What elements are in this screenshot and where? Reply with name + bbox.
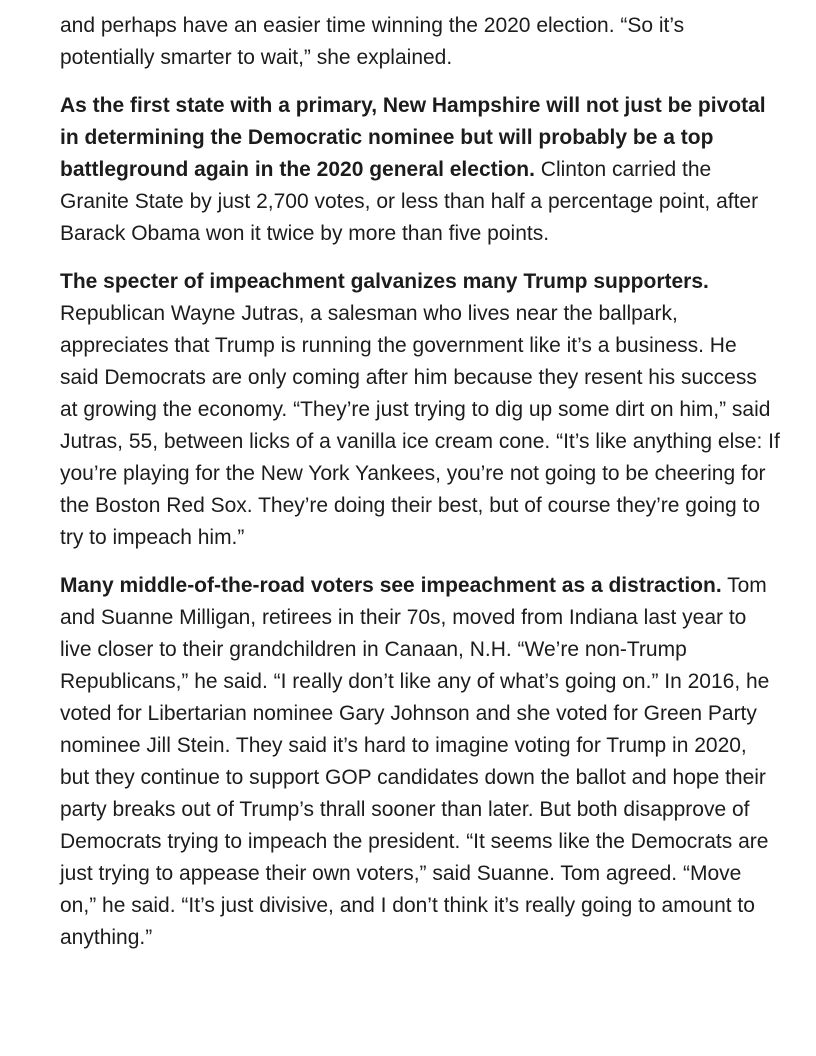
- paragraph-text: Republican Wayne Jutras, a salesman who lives near the ballpark, appreciates that Trump is running the government like it’s a business. He said Democrats are only coming after him because they resent his success at growing the economy. “They’re just trying to dig up some dirt on him,” said Jutras, 55, between licks of a vanilla ice cream cone. “It’s like anything else: If you’re playing for the New York Yankees, you’re not going to be cheering for the Boston Red Sox. They’re doing their best, but of course they’re going to try to impeach him.”: [60, 302, 780, 549]
- paragraph-text: Tom and Suanne Milligan, retirees in their 70s, moved from Indiana last year to live closer to their grandchildren in Canaan, N.H. “We’re non-Trump Republicans,” he said. “I really don’t like any of what’s going on.” In 2016, he voted for Libertarian nominee Gary Johnson and she voted for Green Party nominee Jill Stein. They said it’s hard to imagine voting for Trump in 2020, but they continue to support GOP candidates down the ballot and hope their party breaks out of Trump’s thrall sooner than later. But both disapprove of Democrats trying to impeach the president. “It seems like the Democrats are just trying to appease their own voters,” said Suanne. Tom agreed. “Move on,” he said. “It’s just divisive, and I don’t think it’s really going to amount to anything.”: [60, 574, 770, 949]
- paragraph-continuation: [60, 10, 780, 74]
- paragraph-text: Clinton carried the Granite State by just 2,700 votes, or less than half a percentage point, after Barack Obama won it twice by more than five points.: [60, 158, 759, 245]
- article-body: [60, 10, 780, 970]
- paragraph-middle-of-the-road-voters: [60, 570, 780, 954]
- paragraph-new-hampshire: [60, 90, 780, 250]
- paragraph-impeachment-trump-supporters: [60, 266, 780, 554]
- paragraph-lead: As the first state with a primary, New Hampshire will not just be pivotal in determining the Democratic nominee but will probably be a top battleground again in the 2020 general election.: [60, 94, 766, 181]
- paragraph-lead: Many middle-of-the-road voters see impeachment as a distraction.: [60, 574, 722, 597]
- paragraph-text: and perhaps have an easier time winning the 2020 election. “So it’s potentially smarter to wait,” she explained.: [60, 14, 685, 69]
- paragraph-lead: The specter of impeachment galvanizes many Trump supporters.: [60, 270, 709, 293]
